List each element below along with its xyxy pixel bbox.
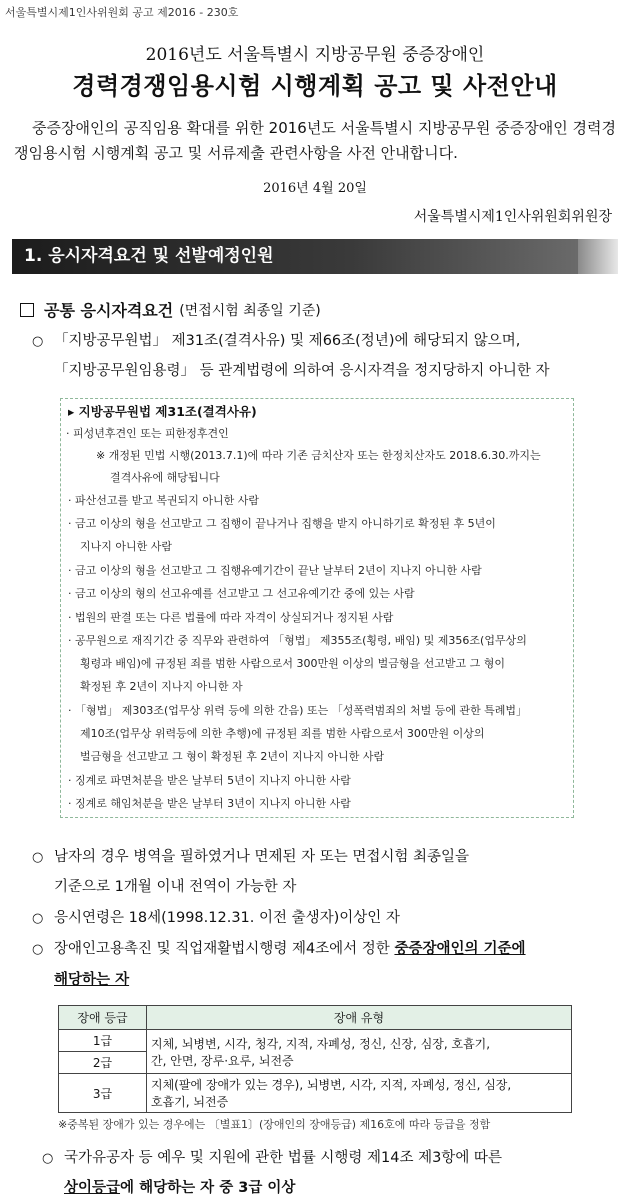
table-cell-types (147, 1074, 572, 1113)
table-header-cell: 장애 등급 (59, 1006, 147, 1030)
law-excerpt-title: ▸ 지방공무원법 제31조(결격사유) (68, 404, 257, 419)
bullet-text: 국가유공자 등 예우 및 지원에 관한 법률 시행령 제14조 제3항에 따른 (64, 1150, 502, 1166)
bullet-continuation: 해당하는 자 (54, 972, 130, 988)
law-line: · 파산선고를 받고 복권되지 아니한 사람 (68, 494, 259, 507)
bullet-text: 「지방공무원법」 제31조(결격사유) 및 제66조(정년)에 해당되지 않으며, (54, 333, 521, 349)
law-line: · 징계로 해임처분을 받은 날부터 3년이 지나지 아니한 사람 (68, 797, 351, 810)
bullet-item-disqualification (32, 329, 520, 354)
law-line: 결격사유에 해당됩니다 (110, 471, 220, 484)
law-line: 제10조(업무상 위력등에 의한 추행)에 규정된 죄를 범한 사람으로서 300만원 이상의 (80, 727, 485, 740)
notice-reference-number: 서울특별시제1인사위원회 공고 제2016 - 230호 (5, 6, 239, 19)
subsection-title: 공통 응시자격요건 (44, 301, 174, 320)
types-line: 지체, 뇌병변, 시각, 청각, 지적, 자폐성, 정신, 신장, 심장, 호흡기, (151, 1036, 491, 1051)
circle-bullet-icon: ○ (32, 334, 44, 349)
law-line: · 징계로 파면처분을 받은 날부터 5년이 지나지 아니한 사람 (68, 774, 351, 787)
bullet-item-age (32, 906, 400, 931)
table-header-row (59, 1006, 572, 1030)
notice-date: 2016년 4월 20일 (263, 181, 367, 196)
table-cell-grade: 3급 (59, 1074, 147, 1113)
bullet-text: 에 해당하는 자 중 3급 이상 (120, 1180, 296, 1196)
bullet-item-veterans (42, 1146, 502, 1171)
law-line: · 공무원으로 재직기간 중 직무와 관련하여 「형법」 제355조(횡령, 배임) 및 제356조(업무상의 (68, 634, 527, 647)
circle-bullet-icon: ○ (32, 850, 44, 865)
table-row (59, 1030, 572, 1052)
bullet-continuation: 기준으로 1개월 이내 전역이 가능한 자 (54, 879, 297, 895)
bullet-text-emphasis: 상이등급 (64, 1180, 121, 1196)
checkbox-square-icon (20, 303, 34, 317)
circle-bullet-icon: ○ (32, 942, 44, 957)
section-header-fade (578, 239, 618, 274)
bullet-text: 남자의 경우 병역을 필하였거나 면제된 자 또는 면접시험 최종일을 (54, 849, 470, 865)
bullet-text-emphasis: 중증장애인의 기준에 (394, 941, 526, 957)
types-line: 간, 안면, 장루·요루, 뇌전증 (151, 1053, 294, 1068)
law-line: 횡령과 배임)에 규정된 죄를 범한 사람으로서 300만원 이상의 벌금형을 선고받고 그 형이 (80, 657, 506, 670)
law-line: 지나지 아니한 사람 (80, 540, 173, 553)
law-line: 벌금형을 선고받고 그 형이 확정된 후 2년이 지나지 아니한 사람 (80, 750, 385, 763)
bullet-continuation: 「지방공무원임용령」 등 관계법령에 의하여 응시자격을 정지당하지 아니한 자 (54, 363, 550, 379)
document-title-line1: 2016년도 서울특별시 지방공무원 중증장애인 (145, 45, 485, 65)
circle-bullet-icon: ○ (32, 911, 44, 926)
law-line: · 법원의 판결 또는 다른 법률에 따라 자격이 상실되거나 정지된 사람 (68, 611, 394, 624)
bullet-item-disability (32, 937, 526, 962)
table-cell-types (147, 1030, 572, 1074)
circle-bullet-icon: ○ (42, 1151, 54, 1166)
law-line: · 금고 이상의 형을 선고받고 그 집행유예기간이 끝난 날부터 2년이 지나지 아니한 사람 (68, 564, 482, 577)
bullet-continuation (64, 1176, 295, 1200)
table-row (59, 1074, 572, 1113)
bullet-text: 응시연령은 18세(1998.12.31. 이전 출생자)이상인 자 (54, 910, 400, 926)
law-line: · 금고 이상의 형을 선고받고 그 집행이 끝나거나 집행을 받지 아니하기로 확정된 후 5년이 (68, 517, 496, 530)
law-line: · 「형법」 제303조(업무상 위력 등에 의한 간음) 또는 「성폭력범죄의 처벌 등에 관한 특례법」 (68, 704, 528, 717)
table-header-cell: 장애 유형 (147, 1006, 572, 1030)
table-cell-grade: 2급 (59, 1052, 147, 1074)
bullet-item-military (32, 845, 469, 870)
types-line: 지체(팔에 장애가 있는 경우), 뇌병변, 시각, 지적, 자폐성, 정신, 심장, (151, 1078, 512, 1092)
document-title-line2: 경력경쟁임용시험 시행계획 공고 및 사전안내 (72, 72, 558, 100)
section-header-bar: 1. 응시자격요건 및 선발예정인원 (12, 239, 578, 274)
bullet-text: 장애인고용촉진 및 직업재활법시행령 제4조에서 정한 (54, 941, 395, 957)
law-line: 확정된 후 2년이 지나지 아니한 자 (80, 680, 243, 693)
law-line: ※ 개정된 민법 시행(2013.7.1)에 따라 기존 금치산자 또는 한정치산자도 2018.6.30.까지는 (96, 449, 541, 462)
table-footnote: ※중복된 장애가 있는 경우에는 〔별표1〕(장애인의 장애등급) 제16호에 따라 등급을 정함 (58, 1118, 491, 1131)
disability-grade-table (58, 1005, 572, 1113)
types-line: 호흡기, 뇌전증 (151, 1095, 229, 1109)
subsection-heading (20, 298, 321, 321)
law-line: · 금고 이상의 형의 선고유예를 선고받고 그 선고유예기간 중에 있는 사람 (68, 587, 415, 600)
issuer-name: 서울특별시제1인사위원회위원장 (413, 209, 612, 225)
intro-paragraph: 중증장애인의 공직임용 확대를 위한 2016년도 서울특별시 지방공무원 중증장애인 경력경쟁임용시험 시행계획 공고 및 서류제출 관련사항을 사전 안내합니다. (14, 119, 616, 162)
table-cell-grade: 1급 (59, 1030, 147, 1052)
law-line: · 피성년후견인 또는 피한정후견인 (66, 427, 229, 440)
subsection-note: (면접시험 최종일 기준) (179, 302, 321, 319)
